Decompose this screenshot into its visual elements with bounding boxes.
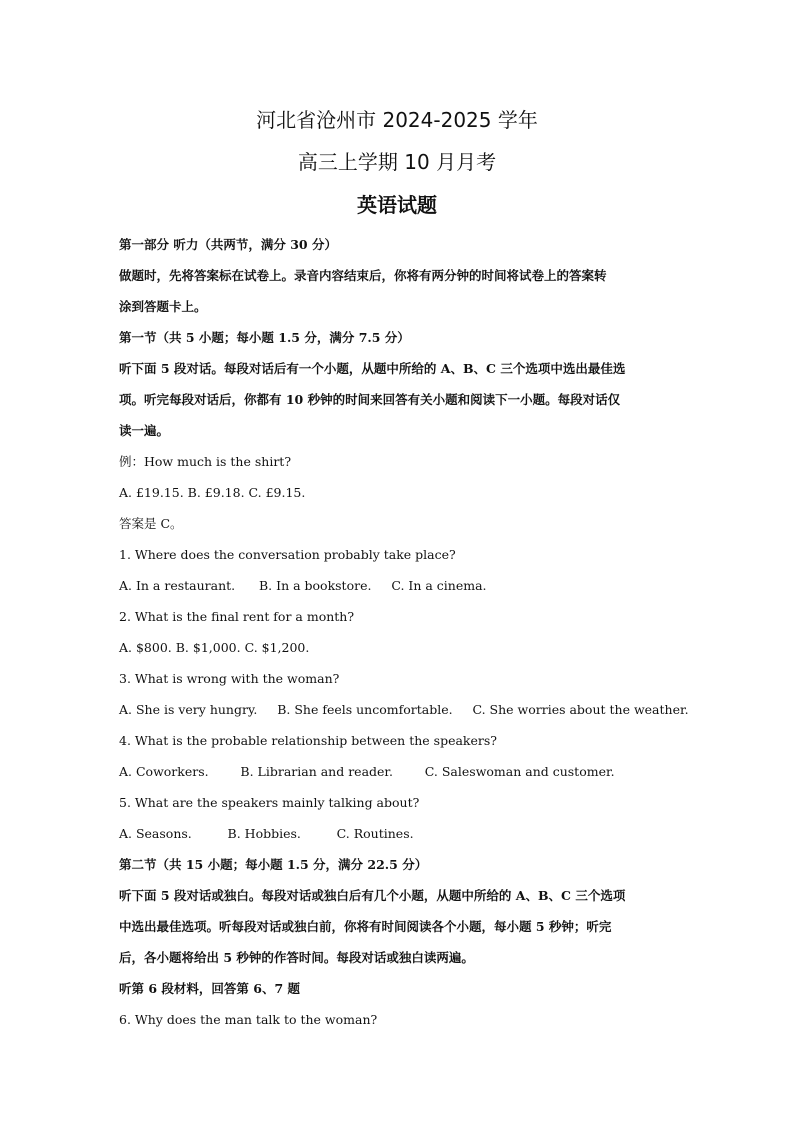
example-answer: 答案是 C。	[119, 516, 183, 531]
section2-instruction: 听下面 5 段对话或独白。每段对话或独白后有几个小题，从题中所给的 A、B、C 三个选项	[119, 888, 626, 903]
section2-heading: 第二节（共 15 小题；每小题 1.5 分，满分 22.5 分）	[119, 857, 428, 872]
example-options: A. £19.15. B. £9.18. C. £9.15.	[119, 485, 306, 500]
option-a: A. In a restaurant.	[119, 578, 236, 593]
option-b: B. Librarian and reader.	[240, 764, 393, 779]
section1-instruction: 读一遍。	[119, 423, 170, 438]
exam-content	[119, 229, 689, 1035]
question-2: 2. What is the final rent for a month?	[119, 609, 355, 624]
option-a: A. $800.	[119, 640, 172, 655]
question-4-options	[119, 756, 679, 787]
option-a: A. Seasons.	[119, 826, 192, 841]
exam-title-line1: 河北省沧州市 2024-2025 学年	[256, 108, 538, 132]
option-a: A. Coworkers.	[119, 764, 209, 779]
question-1-options	[119, 570, 679, 601]
part1-instruction: 涂到答题卡上。	[119, 299, 207, 314]
question-5: 5. What are the speakers mainly talking about?	[119, 795, 420, 810]
option-c: C. She worries about the weather.	[472, 702, 689, 717]
exam-title-subject: 英语试题	[357, 193, 437, 217]
material-6-heading: 听第 6 段材料，回答第 6、7 题	[119, 981, 301, 996]
section2-instruction: 后，各小题将给出 5 秒钟的作答时间。每段对话或独白读两遍。	[119, 950, 474, 965]
section2-instruction: 中选出最佳选项。听每段对话或独白前，你将有时间阅读各个小题，每小题 5 秒钟；听完	[119, 919, 612, 934]
question-3: 3. What is wrong with the woman?	[119, 671, 340, 686]
option-a: A. She is very hungry.	[119, 702, 258, 717]
question-5-options	[119, 818, 679, 849]
question-3-options	[119, 694, 689, 725]
option-c: C. Saleswoman and customer.	[424, 764, 615, 779]
option-b: B. In a bookstore.	[259, 578, 372, 593]
question-4: 4. What is the probable relationship between the speakers?	[119, 733, 497, 748]
question-2-options	[119, 632, 679, 663]
section1-instruction: 项。听完每段对话后，你都有 10 秒钟的时间来回答有关小题和阅读下一小题。每段对话仅	[119, 392, 621, 407]
part1-heading: 第一部分 听力（共两节，满分 30 分）	[119, 237, 337, 252]
question-6: 6. Why does the man talk to the woman?	[119, 1012, 378, 1027]
exam-title-line2: 高三上学期 10 月月考	[297, 150, 497, 174]
option-b: B. Hobbies.	[227, 826, 301, 841]
section1-heading: 第一节（共 5 小题；每小题 1.5 分，满分 7.5 分）	[119, 330, 410, 345]
option-c: C. Routines.	[336, 826, 414, 841]
part1-instruction: 做题时，先将答案标在试卷上。录音内容结束后，你将有两分钟的时间将试卷上的答案转	[119, 268, 607, 283]
option-c: C. $1,200.	[244, 640, 310, 655]
option-b: B. $1,000.	[175, 640, 241, 655]
section1-instruction: 听下面 5 段对话。每段对话后有一个小题，从题中所给的 A、B、C 三个选项中选出最佳选	[119, 361, 626, 376]
question-1: 1. Where does the conversation probably take place?	[119, 547, 456, 562]
option-b: B. She feels uncomfortable.	[277, 702, 453, 717]
example-question: 例：How much is the shirt?	[119, 454, 292, 469]
option-c: C. In a cinema.	[391, 578, 487, 593]
